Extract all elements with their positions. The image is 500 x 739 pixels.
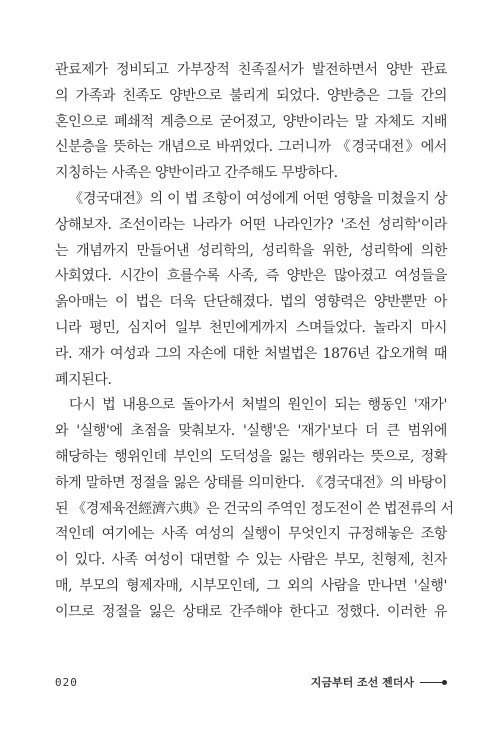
text-line: 옭아매는 이 법은 더욱 단단해졌다. 법의 영향력은 양반뿐만 아 bbox=[55, 294, 447, 311]
text-line: 된 《경제육전經濟六典》은 건국의 주역인 정도전이 쓴 법전류의 서 bbox=[55, 500, 454, 517]
text-line: 《경국대전》의 이 법 조항이 여성에게 어떤 영향을 미쳤을지 상 bbox=[69, 190, 447, 207]
title-dot-icon bbox=[442, 680, 447, 685]
text-line: 의 가족과 친족도 양반으로 불리게 되었다. 양반층은 그들 간의 bbox=[55, 87, 447, 104]
body-text bbox=[55, 58, 454, 626]
text-line: 니라 평민, 심지어 일부 천민에게까지 스며들었다. 놀라지 마시 bbox=[55, 319, 447, 336]
text-line: 이므로 정절을 잃은 상태로 간주해야 한다고 정했다. 이러한 유 bbox=[55, 603, 447, 620]
paragraph-2 bbox=[55, 187, 447, 393]
page-number: 020 bbox=[55, 676, 78, 689]
text-line: 는 개념까지 만들어낸 성리학의, 성리학을 위한, 성리학에 의한 bbox=[55, 242, 447, 259]
text-line: 지칭하는 사족은 양반이라고 간주해도 무방하다. bbox=[55, 165, 338, 182]
text-line: 폐지된다. bbox=[55, 371, 112, 388]
text-line: 다시 법 내용으로 돌아가서 처벌의 원인이 되는 행동인 '재가' bbox=[69, 397, 447, 414]
text-line: 혼인으로 폐쇄적 계층으로 굳어졌고, 양반이라는 말 자체도 지배 bbox=[55, 113, 447, 130]
text-line: 관료제가 정비되고 가부장적 친족질서가 발전하면서 양반 관료 bbox=[55, 62, 447, 78]
text-line: 해당하는 행위인데 부인의 도덕성을 잃는 행위라는 뜻으로, 정확 bbox=[55, 448, 447, 465]
text-line: 와 '실행'에 초점을 맞춰보자. '실행'은 '재가'보다 더 큰 범위에 bbox=[55, 423, 447, 440]
running-title-text: 지금부터 조선 젠더사 bbox=[310, 676, 414, 689]
text-line: 이 있다. 사족 여성이 대면할 수 있는 사람은 부모, 친형제, 친자 bbox=[55, 552, 447, 569]
text-line: 신분층을 뜻하는 개념으로 바뀌었다. 그러니까 《경국대전》에서 bbox=[55, 139, 447, 156]
text-line: 라. 재가 여성과 그의 자손에 대한 처벌법은 1876년 갑오개혁 때 bbox=[55, 345, 447, 362]
text-line: 적인데 여기에는 사족 여성의 실행이 무엇인지 규정해놓은 조항 bbox=[55, 526, 447, 543]
page-footer bbox=[55, 676, 447, 692]
text-line: 하게 말하면 정절을 잃은 상태를 의미한다. 《경국대전》의 바탕이 bbox=[55, 474, 447, 491]
running-title bbox=[311, 674, 447, 690]
paragraph-3 bbox=[55, 393, 454, 625]
text-line: 매, 부모의 형제자매, 시부모인데, 그 외의 사람을 만나면 '실행' bbox=[55, 577, 447, 594]
title-rule-line bbox=[420, 682, 442, 683]
text-line: 상해보자. 조선이라는 나라가 어떤 나라인가? '조선 성리학'이라 bbox=[55, 216, 447, 233]
paragraph-1 bbox=[55, 58, 447, 187]
text-line: 사회였다. 시간이 흐를수록 사족, 즉 양반은 많아졌고 여성들을 bbox=[55, 268, 447, 285]
